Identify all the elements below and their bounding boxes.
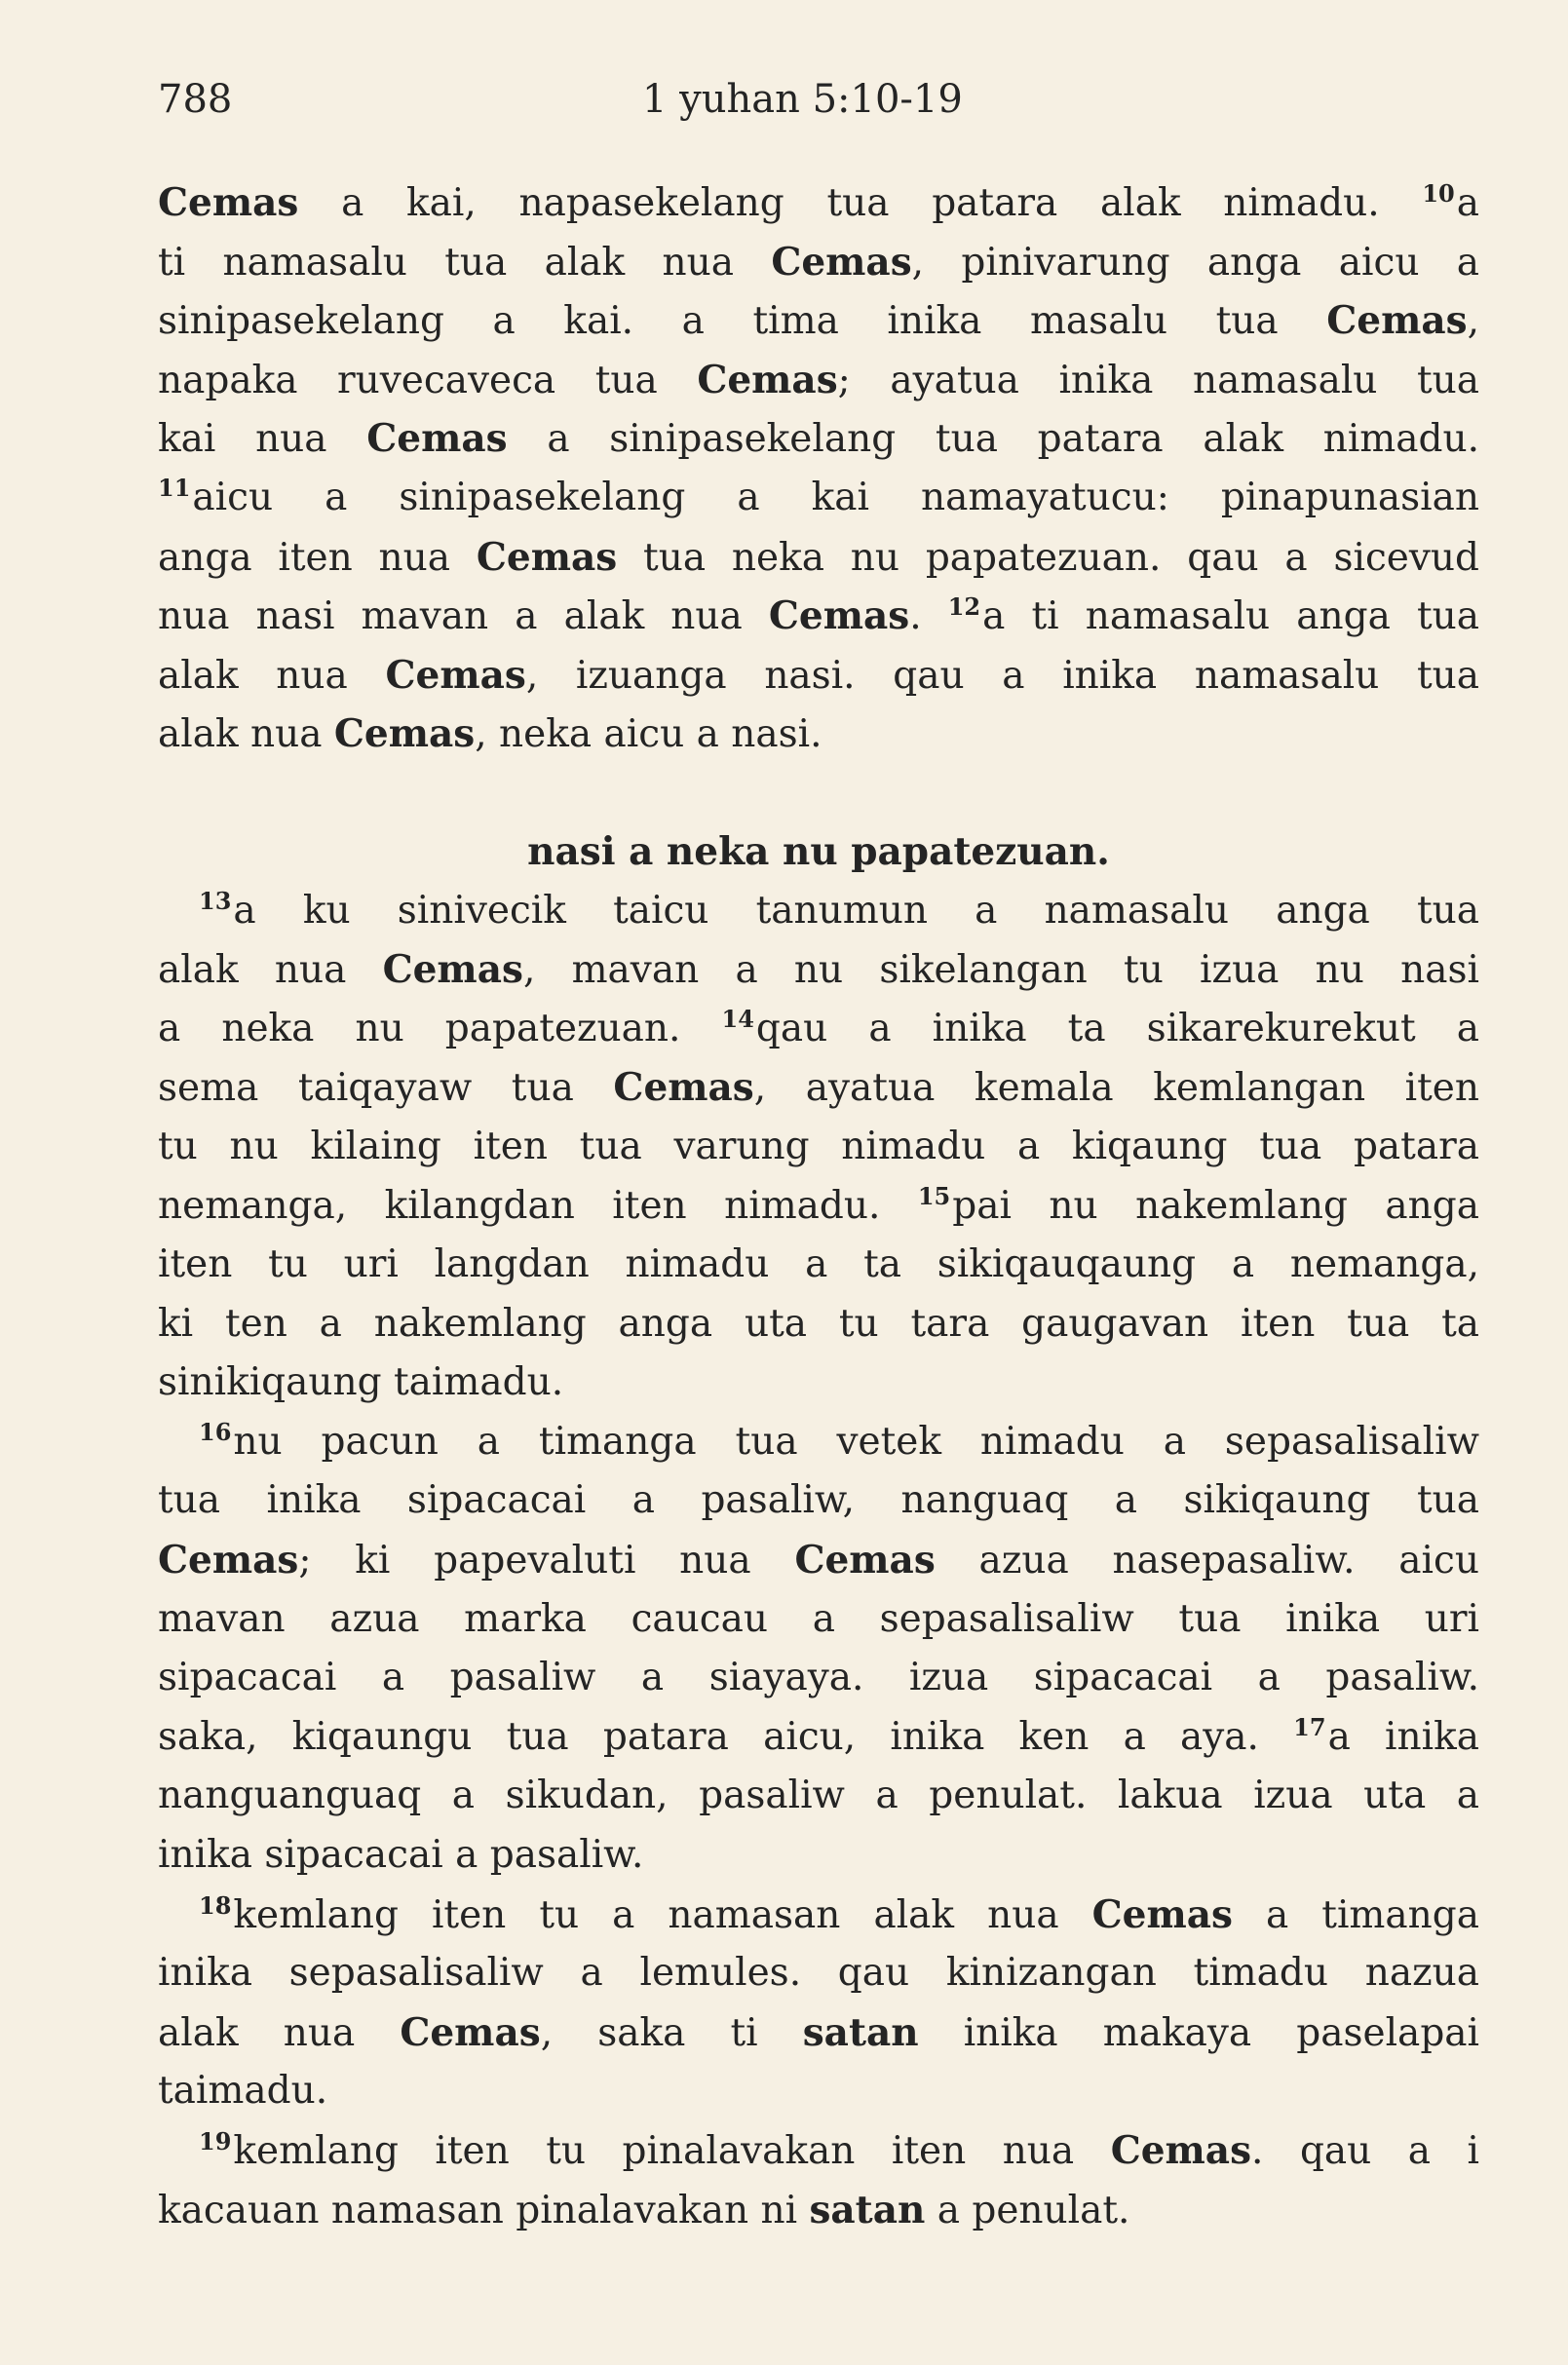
verse-number: 11: [158, 473, 191, 502]
text-line: alak nua Cemas, mavan a nu sikelangan tu izua nu nasi: [158, 947, 1480, 993]
text-line: anga iten nua Cemas tua neka nu papatezuan. qau a sicevud: [158, 534, 1479, 580]
text-line: nanguanguaq a sikudan, pasaliw a penulat. lakua izua uta a: [158, 1774, 1479, 1818]
text-line: Cemas; ki papevaluti nua Cemas azua nasepasaliw. aicu: [158, 1538, 1479, 1583]
page-number: 788: [158, 77, 233, 122]
text-line: ti namasalu tua alak nua Cemas, pinivarung anga aicu a: [158, 239, 1479, 285]
text-line: taimadu.: [158, 2069, 328, 2114]
verse-number: 18: [199, 1890, 232, 1920]
text-line: nemanga, kilangdan iten nimadu. $^{15}$pai nu nakemlang anga: [158, 1181, 1479, 1228]
paragraph: [158, 882, 1479, 1413]
text-line: tua inika sipacacai a pasaliw, nanguaq a sikiqaung tua: [158, 1478, 1479, 1523]
text-line: nua nasi mavan a alak nua Cemas. $^{12}$a ti namasalu anga tua: [158, 592, 1479, 639]
text-line: $^{18}$kemlang iten tu a namasan alak nua Cemas a timanga: [199, 1890, 1479, 1937]
text-line: $^{13}$a ku sinivecik taicu tanumun a namasalu anga tua: [199, 886, 1479, 933]
text-line: sinikiqaung taimadu.: [158, 1360, 564, 1405]
paragraph: [158, 1886, 1479, 2121]
text-line: tu nu kilaing iten tua varung nimadu a kiqaung tua patara: [158, 1124, 1479, 1168]
scripture-text: [158, 173, 1479, 2239]
text-line: alak nua Cemas, neka aicu a nasi.: [158, 711, 822, 757]
page-header: [158, 70, 1473, 129]
text-line: a neka nu papatezuan. $^{14}$qau a inika ta sikarekurekut a: [158, 1004, 1479, 1050]
text-line: inika sepasalisaliw a lemules. qau kinizangan timadu nazua: [158, 1951, 1479, 1996]
text-line: ki ten a nakemlang anga uta tu tara gaugavan iten tua ta: [158, 1301, 1479, 1346]
text-line: saka, kiqaungu tua patara aicu, inika ken a aya. $^{17}$a inika: [158, 1712, 1479, 1759]
text-line: alak nua Cemas, izuanga nasi. qau a inika namasalu tua: [158, 652, 1480, 698]
text-line: napaka ruvecaveca tua Cemas; ayatua inika namasalu tua: [158, 357, 1479, 402]
text-line: $^{16}$nu pacun a timanga tua vetek nimadu a sepasalisaliw: [199, 1417, 1479, 1464]
paragraph: [158, 1413, 1479, 1886]
text-line: alak nua Cemas, saka ti satan inika makaya paselapai: [158, 2009, 1480, 2055]
verse-number: 16: [199, 1417, 232, 1446]
text-line: iten tu uri langdan nimadu a ta sikiqauqaung a nemanga,: [158, 1242, 1479, 1287]
text-line: kai nua Cemas a sinipasekelang tua patara alak nimadu.: [158, 416, 1480, 462]
verse-number: 15: [917, 1181, 951, 1210]
text-line: inika sipacacai a pasaliw.: [158, 1833, 644, 1878]
text-line: sinipasekelang a kai. a tima inika masalu tua Cemas,: [158, 298, 1479, 344]
text-line: kacauan namasan pinalavakan ni satan a penulat.: [158, 2187, 1130, 2232]
verse-number: 12: [947, 592, 981, 622]
verse-number: 14: [721, 1004, 754, 1033]
paragraph: [158, 2121, 1479, 2239]
text-line: sema taiqayaw tua Cemas, ayatua kemala kemlangan iten: [158, 1065, 1479, 1111]
verse-number: 17: [1293, 1712, 1326, 1741]
text-line: $^{19}$kemlang iten tu pinalavakan iten nua Cemas. qau a i: [199, 2127, 1479, 2173]
text-line: Cemas a kai, napasekelang tua patara alak nimadu. $^{10}$a: [158, 179, 1479, 225]
running-title: 1 yuhan 5:10-19: [642, 77, 963, 122]
section-heading: nasi a neka nu papatezuan.: [527, 828, 1110, 874]
text-line: mavan azua marka caucau a sepasalisaliw tua inika uri: [158, 1596, 1479, 1641]
text-line: $^{11}$aicu a sinipasekelang a kai namayatucu: pinapunasian: [158, 473, 1479, 519]
verse-number: 10: [1422, 179, 1455, 208]
verse-number: 19: [199, 2127, 232, 2155]
paragraph: [158, 173, 1479, 764]
verse-number: 13: [199, 886, 232, 915]
text-line: sipacacai a pasaliw a siayaya. izua sipacacai a pasaliw.: [158, 1656, 1479, 1700]
